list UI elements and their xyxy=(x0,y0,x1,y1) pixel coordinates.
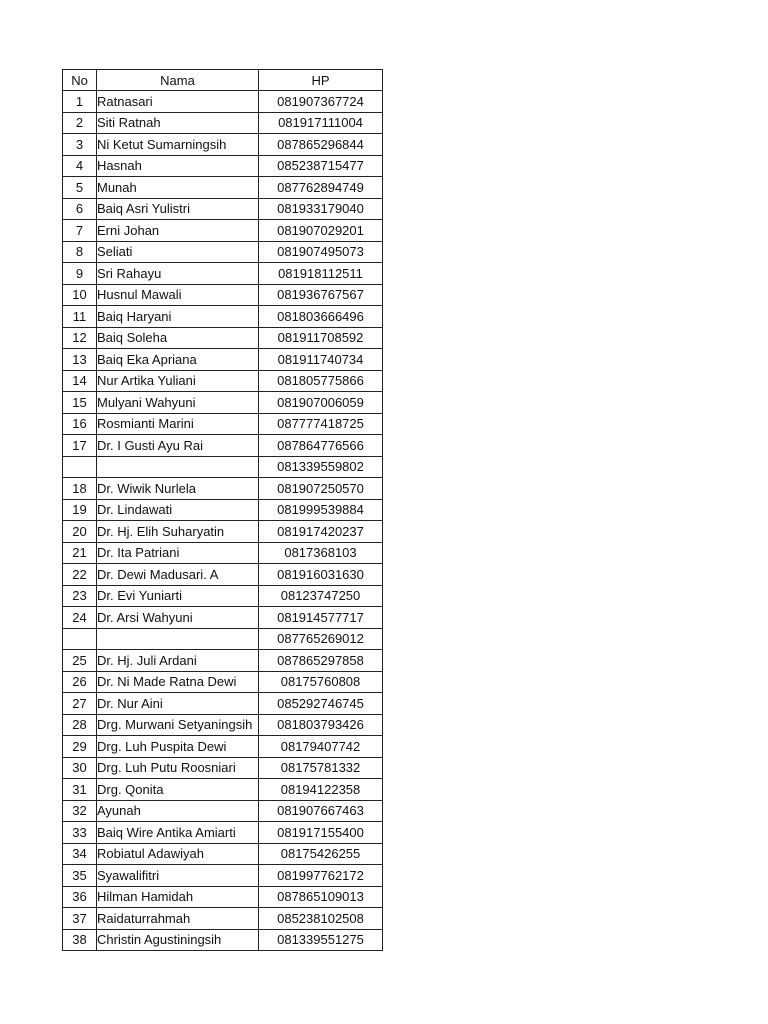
table-row xyxy=(63,198,383,220)
cell-nama: Sri Rahayu xyxy=(97,263,259,285)
table-row xyxy=(63,435,383,457)
table-row xyxy=(63,908,383,930)
cell-nama: Baiq Wire Antika Amiarti xyxy=(97,822,259,844)
cell-no: 3 xyxy=(63,134,97,156)
cell-hp: 087762894749 xyxy=(259,177,383,199)
cell-nama: Dr. Nur Aini xyxy=(97,693,259,715)
table-row xyxy=(63,155,383,177)
cell-nama: Robiatul Adawiyah xyxy=(97,843,259,865)
cell-nama: Baiq Soleha xyxy=(97,327,259,349)
cell-nama: Ni Ketut Sumarningsih xyxy=(97,134,259,156)
cell-hp: 081917420237 xyxy=(259,521,383,543)
cell-nama: Ratnasari xyxy=(97,91,259,113)
cell-hp: 0817368103 xyxy=(259,542,383,564)
cell-no: 26 xyxy=(63,671,97,693)
cell-hp: 081936767567 xyxy=(259,284,383,306)
table-row xyxy=(63,478,383,500)
table-row xyxy=(63,220,383,242)
cell-hp: 081916031630 xyxy=(259,564,383,586)
cell-hp: 085292746745 xyxy=(259,693,383,715)
cell-hp: 087865109013 xyxy=(259,886,383,908)
cell-nama: Drg. Luh Putu Roosniari xyxy=(97,757,259,779)
cell-no: 10 xyxy=(63,284,97,306)
table-row xyxy=(63,521,383,543)
cell-no: 24 xyxy=(63,607,97,629)
cell-nama: Munah xyxy=(97,177,259,199)
cell-nama: Dr. Hj. Juli Ardani xyxy=(97,650,259,672)
cell-no: 15 xyxy=(63,392,97,414)
cell-nama: Hilman Hamidah xyxy=(97,886,259,908)
cell-nama: Siti Ratnah xyxy=(97,112,259,134)
contact-table xyxy=(62,69,383,951)
table-row xyxy=(63,284,383,306)
cell-hp: 081907029201 xyxy=(259,220,383,242)
cell-no: 19 xyxy=(63,499,97,521)
cell-hp: 081907250570 xyxy=(259,478,383,500)
cell-nama: Dr. I Gusti Ayu Rai xyxy=(97,435,259,457)
cell-hp: 085238102508 xyxy=(259,908,383,930)
table-row xyxy=(63,628,383,650)
table-row xyxy=(63,779,383,801)
cell-nama: Seliati xyxy=(97,241,259,263)
cell-no: 21 xyxy=(63,542,97,564)
contact-sheet xyxy=(62,69,383,951)
cell-nama: Drg. Murwani Setyaningsih xyxy=(97,714,259,736)
cell-hp: 085238715477 xyxy=(259,155,383,177)
table-row xyxy=(63,91,383,113)
cell-hp: 081803793426 xyxy=(259,714,383,736)
table-row xyxy=(63,370,383,392)
cell-no: 8 xyxy=(63,241,97,263)
cell-nama: Syawalifitri xyxy=(97,865,259,887)
cell-no: 13 xyxy=(63,349,97,371)
table-row xyxy=(63,822,383,844)
table-row xyxy=(63,800,383,822)
cell-hp: 081803666496 xyxy=(259,306,383,328)
cell-no: 16 xyxy=(63,413,97,435)
cell-hp: 087777418725 xyxy=(259,413,383,435)
table-row xyxy=(63,349,383,371)
cell-nama: Mulyani Wahyuni xyxy=(97,392,259,414)
header-nama: Nama xyxy=(97,70,259,91)
cell-nama: Dr. Ni Made Ratna Dewi xyxy=(97,671,259,693)
cell-nama xyxy=(97,456,259,478)
table-row xyxy=(63,757,383,779)
cell-hp: 081997762172 xyxy=(259,865,383,887)
cell-no: 11 xyxy=(63,306,97,328)
cell-no: 29 xyxy=(63,736,97,758)
cell-hp: 087864776566 xyxy=(259,435,383,457)
cell-no xyxy=(63,456,97,478)
cell-no: 37 xyxy=(63,908,97,930)
table-row xyxy=(63,736,383,758)
cell-nama: Ayunah xyxy=(97,800,259,822)
cell-no: 1 xyxy=(63,91,97,113)
cell-nama: Baiq Eka Apriana xyxy=(97,349,259,371)
cell-hp: 081999539884 xyxy=(259,499,383,521)
header-no: No xyxy=(63,70,97,91)
cell-hp: 087765269012 xyxy=(259,628,383,650)
cell-hp: 081907495073 xyxy=(259,241,383,263)
table-row xyxy=(63,327,383,349)
cell-nama: Nur Artika Yuliani xyxy=(97,370,259,392)
cell-no: 22 xyxy=(63,564,97,586)
cell-hp: 081805775866 xyxy=(259,370,383,392)
cell-no: 38 xyxy=(63,929,97,951)
cell-no: 18 xyxy=(63,478,97,500)
cell-hp: 081917111004 xyxy=(259,112,383,134)
table-row xyxy=(63,714,383,736)
table-row xyxy=(63,263,383,285)
table-row xyxy=(63,671,383,693)
table-row xyxy=(63,241,383,263)
cell-no: 20 xyxy=(63,521,97,543)
cell-no: 33 xyxy=(63,822,97,844)
cell-no: 17 xyxy=(63,435,97,457)
cell-hp: 081914577717 xyxy=(259,607,383,629)
table-row xyxy=(63,392,383,414)
cell-nama: Baiq Asri Yulistri xyxy=(97,198,259,220)
table-row xyxy=(63,177,383,199)
table-row xyxy=(63,843,383,865)
cell-nama: Dr. Arsi Wahyuni xyxy=(97,607,259,629)
table-row xyxy=(63,542,383,564)
cell-hp: 08194122358 xyxy=(259,779,383,801)
cell-no: 2 xyxy=(63,112,97,134)
cell-no: 35 xyxy=(63,865,97,887)
cell-hp: 087865297858 xyxy=(259,650,383,672)
cell-no: 36 xyxy=(63,886,97,908)
cell-no: 4 xyxy=(63,155,97,177)
cell-hp: 081911740734 xyxy=(259,349,383,371)
cell-hp: 081933179040 xyxy=(259,198,383,220)
cell-no: 6 xyxy=(63,198,97,220)
cell-nama: Dr. Lindawati xyxy=(97,499,259,521)
table-row xyxy=(63,564,383,586)
cell-no: 25 xyxy=(63,650,97,672)
cell-no: 32 xyxy=(63,800,97,822)
cell-hp: 081907367724 xyxy=(259,91,383,113)
cell-hp: 081907006059 xyxy=(259,392,383,414)
cell-nama: Dr. Dewi Madusari. A xyxy=(97,564,259,586)
cell-no: 34 xyxy=(63,843,97,865)
table-row xyxy=(63,499,383,521)
cell-no: 5 xyxy=(63,177,97,199)
table-row xyxy=(63,886,383,908)
cell-nama: Baiq Haryani xyxy=(97,306,259,328)
cell-nama: Husnul Mawali xyxy=(97,284,259,306)
cell-no: 27 xyxy=(63,693,97,715)
table-header-row xyxy=(63,70,383,91)
table-row xyxy=(63,607,383,629)
cell-no: 14 xyxy=(63,370,97,392)
cell-hp: 081917155400 xyxy=(259,822,383,844)
cell-nama: Rosmianti Marini xyxy=(97,413,259,435)
table-row xyxy=(63,134,383,156)
cell-hp: 081911708592 xyxy=(259,327,383,349)
cell-nama: Dr. Hj. Elih Suharyatin xyxy=(97,521,259,543)
table-row xyxy=(63,585,383,607)
cell-hp: 087865296844 xyxy=(259,134,383,156)
cell-nama: Dr. Ita Patriani xyxy=(97,542,259,564)
cell-no: 30 xyxy=(63,757,97,779)
table-row xyxy=(63,456,383,478)
cell-nama xyxy=(97,628,259,650)
header-hp: HP xyxy=(259,70,383,91)
cell-nama: Dr. Evi Yuniarti xyxy=(97,585,259,607)
cell-nama: Drg. Luh Puspita Dewi xyxy=(97,736,259,758)
cell-nama: Erni Johan xyxy=(97,220,259,242)
cell-no: 9 xyxy=(63,263,97,285)
cell-hp: 08175781332 xyxy=(259,757,383,779)
cell-no: 28 xyxy=(63,714,97,736)
cell-no: 12 xyxy=(63,327,97,349)
cell-hp: 081339551275 xyxy=(259,929,383,951)
cell-nama: Raidaturrahmah xyxy=(97,908,259,930)
cell-nama: Drg. Qonita xyxy=(97,779,259,801)
cell-no: 23 xyxy=(63,585,97,607)
table-row xyxy=(63,306,383,328)
cell-no: 31 xyxy=(63,779,97,801)
table-body xyxy=(63,91,383,951)
cell-hp: 081907667463 xyxy=(259,800,383,822)
cell-hp: 081918112511 xyxy=(259,263,383,285)
cell-hp: 08175426255 xyxy=(259,843,383,865)
table-row xyxy=(63,929,383,951)
table-row xyxy=(63,413,383,435)
cell-nama: Christin Agustiningsih xyxy=(97,929,259,951)
table-row xyxy=(63,650,383,672)
table-row xyxy=(63,865,383,887)
cell-hp: 081339559802 xyxy=(259,456,383,478)
cell-no xyxy=(63,628,97,650)
cell-hp: 08175760808 xyxy=(259,671,383,693)
cell-nama: Hasnah xyxy=(97,155,259,177)
table-row xyxy=(63,693,383,715)
cell-nama: Dr. Wiwik Nurlela xyxy=(97,478,259,500)
cell-hp: 08123747250 xyxy=(259,585,383,607)
cell-hp: 08179407742 xyxy=(259,736,383,758)
cell-no: 7 xyxy=(63,220,97,242)
table-row xyxy=(63,112,383,134)
